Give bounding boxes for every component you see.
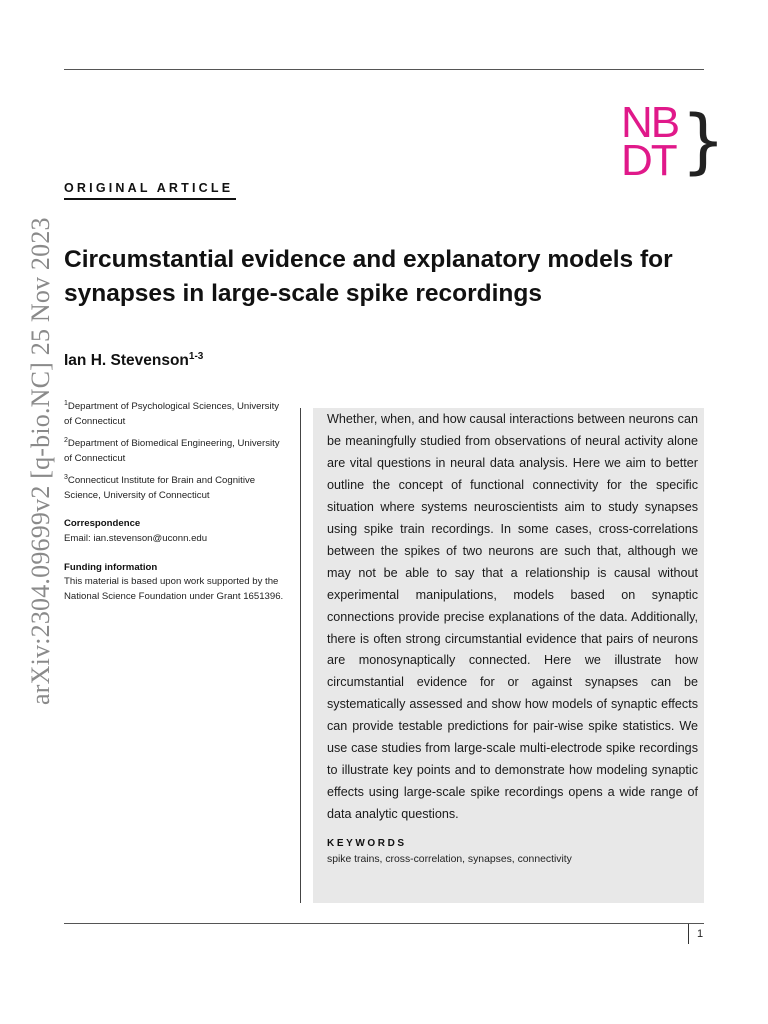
affiliation-1 (64, 397, 284, 429)
logo-letters (621, 98, 679, 185)
paper-title: Circumstantial evidence and explanatory models for synapses in large-scale spike recordings (64, 246, 673, 307)
correspondence-heading: Correspondence (64, 518, 141, 530)
affiliation-number: 3 (64, 473, 68, 481)
correspondence-email[interactable]: Email: ian.stevenson@uconn.edu (64, 532, 208, 544)
correspondence-block (64, 517, 284, 546)
article-type-underline (64, 198, 236, 200)
funding-text: This material is based upon work supported by the National Science Foundation under Grant 1651396. (64, 576, 284, 603)
abstract-panel (313, 408, 704, 903)
affiliation-text: Department of Biomedical Engineering, University of Connecticut (64, 437, 280, 464)
author-name: Ian H. Stevenson (64, 352, 189, 369)
funding-block (64, 561, 284, 605)
logo-line-2: DT (621, 136, 676, 185)
affiliation-number: 1 (64, 400, 68, 407)
affiliation-text: Department of Psychological Sciences, University of Connecticut (64, 401, 280, 427)
logo-brace: } (681, 100, 726, 182)
author-affil-sup: 1-3 (188, 351, 204, 362)
funding-heading: Funding information (64, 561, 158, 573)
journal-logo (621, 98, 726, 186)
front-matter-sidebar (64, 397, 284, 605)
affiliation-number: 2 (64, 436, 68, 444)
abstract-text: Whether, when, and how causal interactions between neurons can be meaningfully studied from observations of neural activity alone are vital questions in neural data analysis. Here we aim to better outline the concept of functional connectivity for the specific situation where systems neuroscientists aim to study synapses using spike train recordings. In some cases, cross-correlations between the spikes of two neurons are such that, although we may not be able to say that a relationship is causal without experimental manipulations, models based on synaptic connections provide precise explanations of the data. Additionally, there is often strong circumstantial evidence that pairs of neurons are monosynaptically connected. Here we illustrate how circumstantial evidence for or against synapses can be systematically assessed and show how models of synaptic effects can provide testable predictions for pair-wise spike statistics. We use case studies from large-scale multi-electrode spike recordings to illustrate key points and to demonstrate how modeling synaptic effects using large-scale spike recordings opens a wide range of data analytic questions. (327, 412, 698, 822)
affiliation-text: Connecticut Institute for Brain and Cognitive Science, University of Connecticut (64, 474, 256, 501)
page-number-tick (688, 924, 689, 944)
keywords-heading: KEYWORDS (327, 838, 407, 850)
header-rule (64, 69, 704, 70)
logo-line-1: NB (621, 98, 679, 147)
author (64, 351, 203, 370)
article-type: ORIGINAL ARTICLE (64, 181, 234, 195)
affiliation-2 (64, 434, 284, 466)
keywords-list: spike trains, cross-correlation, synapses, connectivity (327, 854, 572, 866)
arxiv-stamp[interactable]: arXiv:2304.09699v2 [q-bio.NC] 25 Nov 2023 (26, 217, 55, 705)
column-divider (300, 408, 301, 903)
affiliation-3 (64, 471, 284, 503)
footer-rule (64, 923, 704, 924)
page-number: 1 (697, 928, 704, 940)
